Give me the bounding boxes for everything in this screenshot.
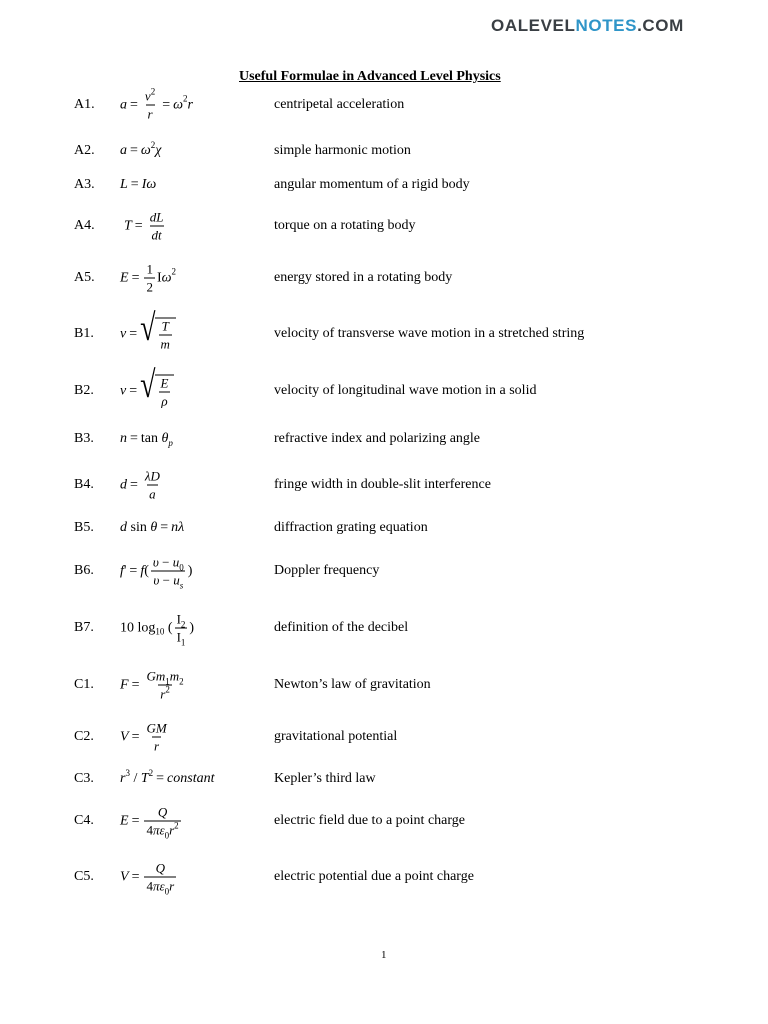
formula-row-a1 bbox=[0, 86, 768, 122]
formula-row-c3 bbox=[0, 767, 768, 786]
formula-description: Doppler frequency bbox=[274, 563, 380, 578]
formula-row-b4 bbox=[0, 468, 768, 502]
formula-description: diffraction grating equation bbox=[274, 520, 428, 535]
formula-expression: v = √ $\frac{T}{m}$ bbox=[120, 318, 176, 351]
formula-label: A1. bbox=[74, 97, 95, 112]
formula-label: A5. bbox=[74, 270, 95, 285]
formula-label: B1. bbox=[74, 326, 94, 341]
formula-description: Newton’s law of gravitation bbox=[274, 677, 431, 692]
formula-row-a3 bbox=[0, 177, 768, 192]
formula-description: refractive index and polarizing angle bbox=[274, 431, 481, 446]
formula-label: C2. bbox=[74, 729, 94, 744]
formula-label: C1. bbox=[74, 677, 94, 692]
formula-description: electric potential due a point charge bbox=[274, 869, 474, 884]
formula-description: definition of the decibel bbox=[274, 620, 409, 635]
formula-row-c4 bbox=[0, 804, 768, 841]
formula-expression: V = $\frac{Q}{4\pi\varepsilon_0r}$ bbox=[120, 860, 175, 897]
formula-description: torque on a rotating body bbox=[274, 218, 416, 233]
formula-expression: a = ω 2 χ bbox=[120, 139, 162, 158]
formula-label: B6. bbox=[74, 563, 94, 578]
formula-description: angular momentum of a rigid body bbox=[274, 177, 470, 192]
formula-label: C4. bbox=[74, 813, 94, 828]
formula-expression: 10 log 10 ( $\frac{I_2}{I_1}$ ) bbox=[120, 611, 195, 648]
formula-description: simple harmonic motion bbox=[274, 143, 411, 158]
site-logo[interactable]: OALEVELNOTES.COM bbox=[491, 16, 684, 35]
formula-expression: a = $\frac{v^2}{r}$ = ω 2 r bbox=[120, 86, 193, 122]
formula-description: gravitational potential bbox=[274, 729, 398, 744]
formula-expression: r 3 / T 2 = constant bbox=[120, 767, 215, 786]
formula-row-b6 bbox=[0, 554, 768, 591]
formula-row-c5 bbox=[0, 860, 768, 897]
formula-label: B2. bbox=[74, 383, 94, 398]
formula-expression: L = Iω bbox=[120, 177, 157, 192]
formula-row-b1 bbox=[0, 307, 768, 352]
formula-expression: E = $\frac{Q}{4\pi\varepsilon_0r^2}$ bbox=[120, 804, 179, 841]
formula-description: Kepler’s third law bbox=[274, 771, 376, 786]
formula-row-b2 bbox=[0, 364, 768, 409]
formula-description: centripetal acceleration bbox=[274, 97, 405, 112]
formula-row-b5 bbox=[0, 520, 768, 535]
formula-row-c2 bbox=[0, 720, 768, 754]
formula-description: fringe width in double-slit interference bbox=[274, 477, 491, 492]
formula-expression: f ' = f ( $\frac{\upsilon - u_0}{\upsilon - u_s}$ ) bbox=[120, 554, 193, 591]
formula-row-c1 bbox=[0, 668, 768, 702]
formula-row-b3 bbox=[0, 431, 768, 448]
formula-label: B7. bbox=[74, 620, 94, 635]
formula-label: B5. bbox=[74, 520, 94, 535]
formula-expression: T = $\frac{dL}{dt}$ bbox=[124, 209, 164, 243]
formula-expression: V = $\frac{GM}{r}$ bbox=[120, 720, 167, 754]
formula-expression: n = tan θ p bbox=[120, 431, 173, 448]
formula-expression: d sin θ = nλ bbox=[120, 520, 185, 535]
formula-label: A4. bbox=[74, 218, 95, 233]
formula-description: velocity of transverse wave motion in a stretched string bbox=[274, 326, 585, 341]
formula-label: C5. bbox=[74, 869, 94, 884]
formula-description: electric field due to a point charge bbox=[274, 813, 465, 828]
formula-expression: F = $\frac{Gm_1m_2}{r^2}$ bbox=[120, 668, 184, 702]
formula-description: energy stored in a rotating body bbox=[274, 270, 453, 285]
formula-expression: v = √ $\frac{E}{\rho}$ bbox=[120, 375, 174, 408]
formula-label: B3. bbox=[74, 431, 94, 446]
formula-row-a2 bbox=[0, 139, 768, 158]
formula-description: velocity of longitudinal wave motion in a solid bbox=[274, 383, 537, 398]
formula-label: B4. bbox=[74, 477, 94, 492]
formula-row-a4 bbox=[0, 209, 768, 243]
formula-row-a5 bbox=[0, 261, 768, 295]
formula-label: A3. bbox=[74, 177, 95, 192]
formula-row-b7 bbox=[0, 611, 768, 648]
formula-label: A2. bbox=[74, 143, 95, 158]
formula-expression: E = $\frac{1}{2}$ I ω 2 bbox=[120, 261, 177, 295]
formula-expression: d = $\frac{\lambda D}{a}$ bbox=[120, 468, 160, 502]
page-title: Useful Formulae in Advanced Level Physics bbox=[239, 69, 501, 84]
page-number: 1 bbox=[381, 949, 387, 961]
formula-label: C3. bbox=[74, 771, 94, 786]
